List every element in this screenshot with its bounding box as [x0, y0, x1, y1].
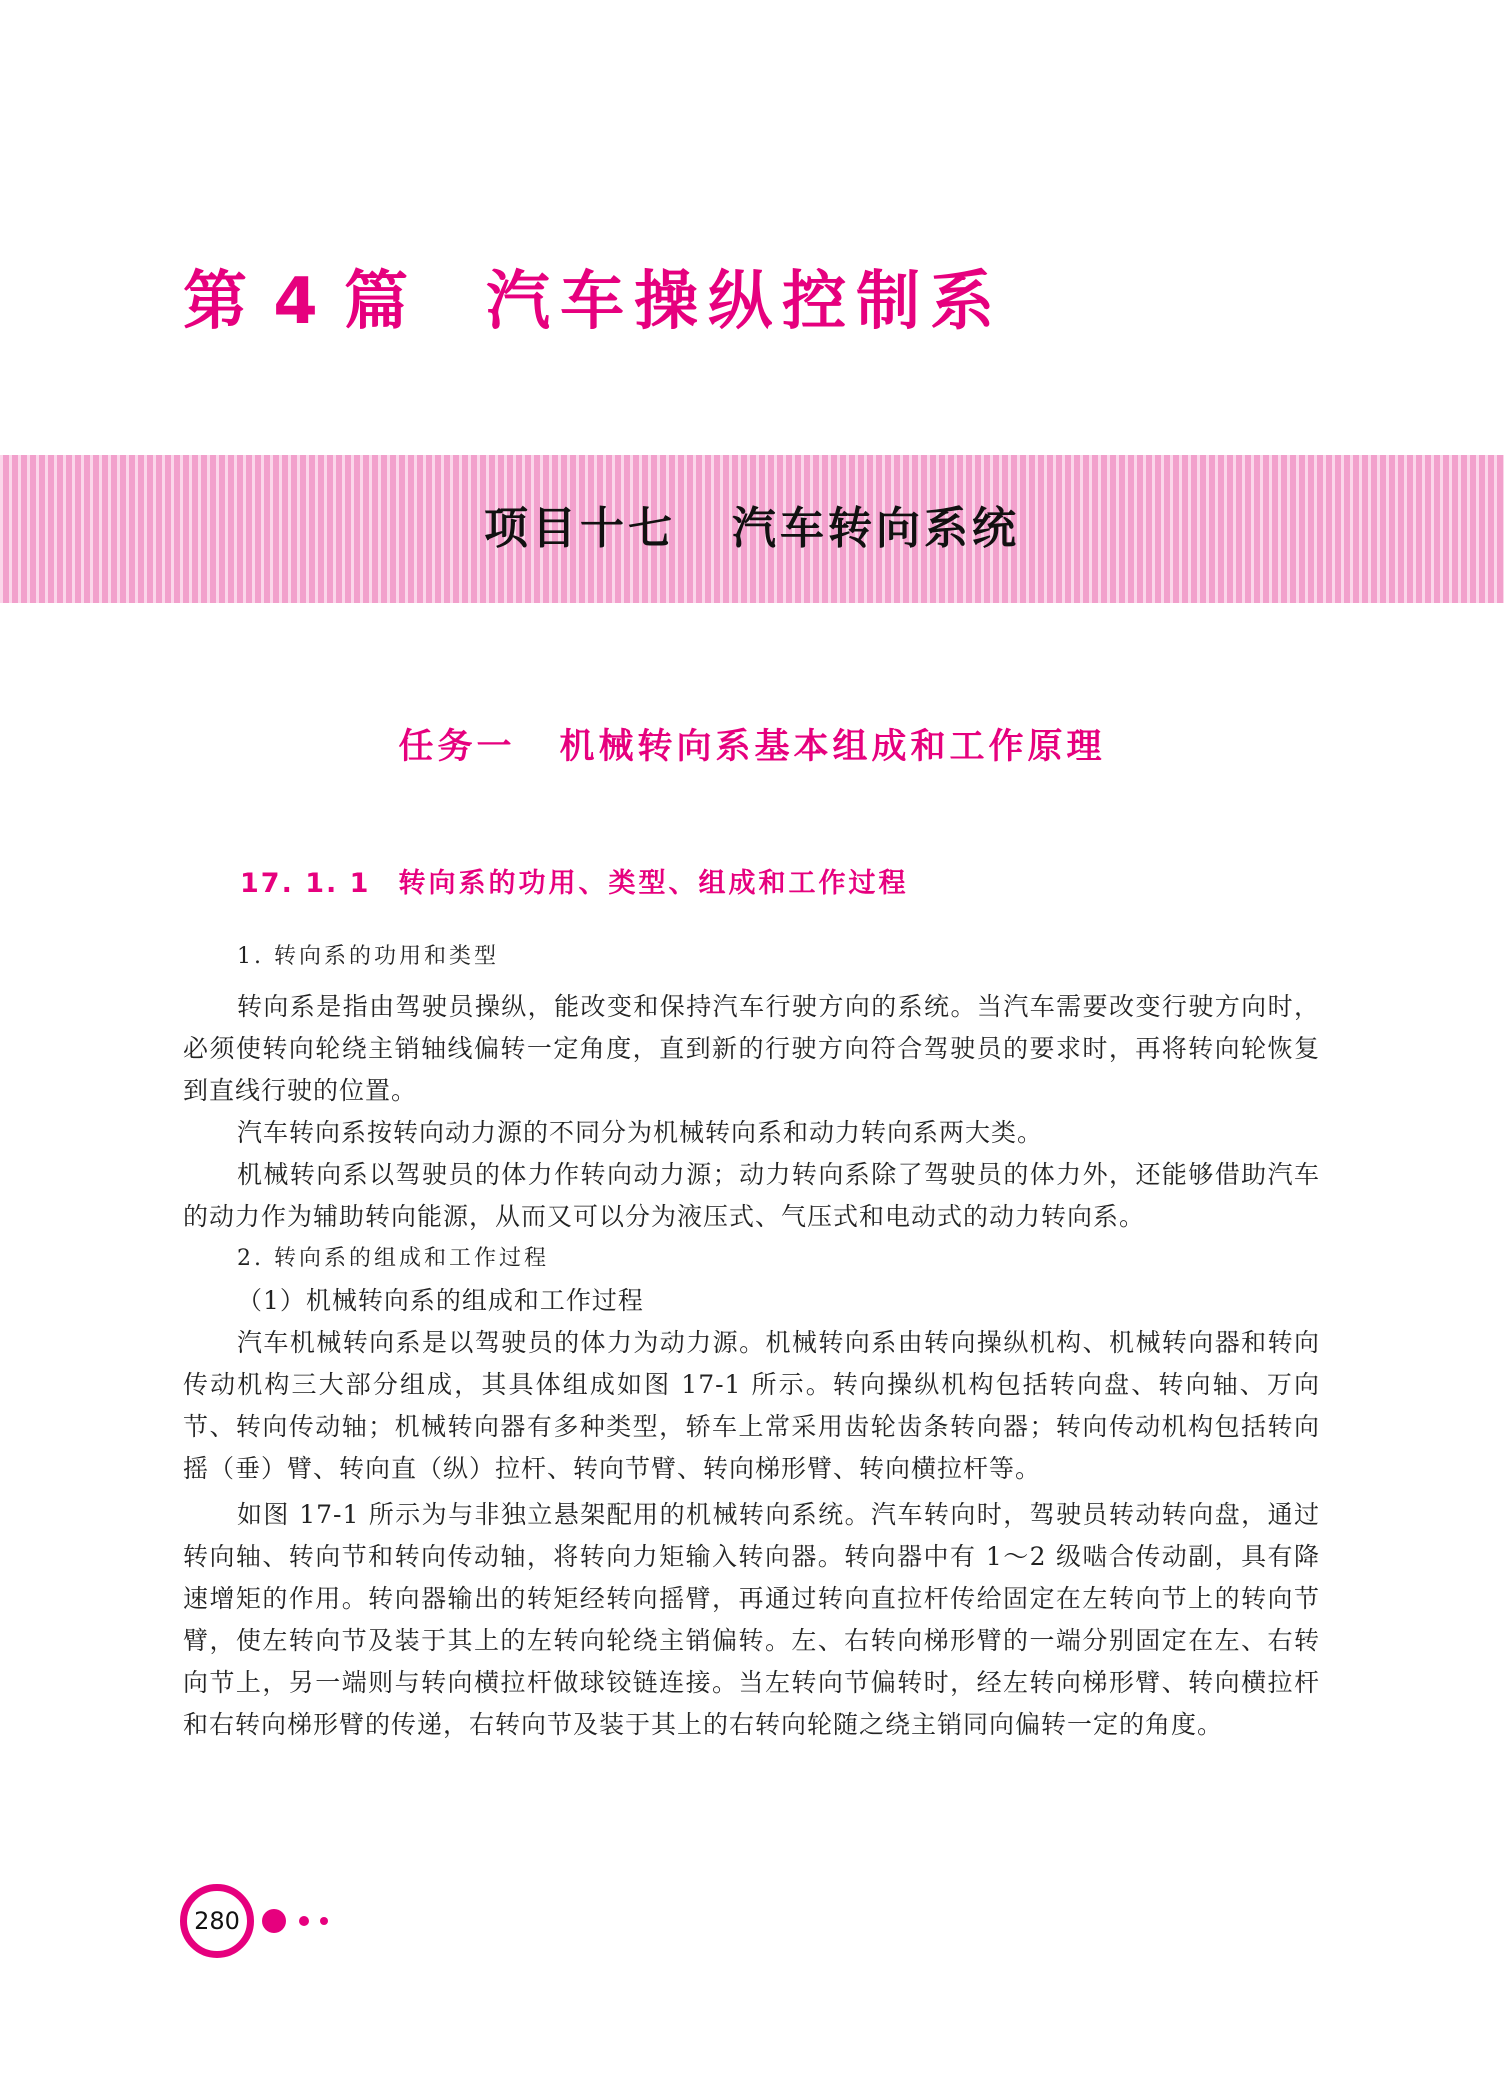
paragraph-1: 转向系是指由驾驶员操纵，能改变和保持汽车行驶方向的系统。当汽车需要改变行驶方向时，必须使转向轮绕主销轴线偏转一定角度，直到新的行驶方向符合驾驶员的要求时，再将转向轮恢复到直线行驶的位置。	[183, 992, 1320, 1105]
section-number: 17. 1. 1	[240, 868, 371, 899]
project-label: 项目十七	[484, 503, 676, 554]
paragraph-2: 汽车转向系按转向动力源的不同分为机械转向系和动力转向系两大类。	[237, 1118, 1044, 1147]
task-title	[0, 722, 1504, 772]
paragraph-4: 汽车机械转向系是以驾驶员的体力为动力源。机械转向系由转向操纵机构、机械转向器和转向传动机构三大部分组成，其具体组成如图 17-1 所示。转向操纵机构包括转向盘、转向轴、万向节、转向传动轴；机械转向器有多种类型，轿车上常采用齿轮齿条转向器；转向传动机构包括转向摇（垂）臂、转向直（纵）拉杆、转向节臂、转向梯形臂、转向横拉杆等。	[183, 1328, 1320, 1483]
decorative-dot-medium	[299, 1916, 309, 1926]
decorative-dot-large	[262, 1909, 286, 1933]
page-marker	[180, 1884, 340, 1964]
part-label: 第 4 篇	[183, 265, 411, 339]
part-title	[183, 262, 1004, 342]
project-banner	[0, 455, 1504, 603]
task-label: 任务一	[398, 726, 516, 767]
subheading-composition: 2. 转向系的组成和工作过程	[237, 1246, 549, 1271]
subheading-mechanical: （1）机械转向系的组成和工作过程	[237, 1286, 644, 1315]
body-text	[183, 938, 1320, 1746]
paragraph-3: 机械转向系以驾驶员的体力作转向动力源；动力转向系除了驾驶员的体力外，还能够借助汽车的动力作为辅助转向能源，从而又可以分为液压式、气压式和电动式的动力转向系。	[183, 1160, 1320, 1231]
task-name: 机械转向系基本组成和工作原理	[559, 726, 1106, 767]
project-title	[0, 455, 1504, 603]
decorative-dot-small	[320, 1917, 328, 1925]
project-name: 汽车转向系统	[732, 503, 1020, 554]
paragraph-5: 如图 17-1 所示为与非独立悬架配用的机械转向系统。汽车转向时，驾驶员转动转向盘，通过转向轴、转向节和转向传动轴，将转向力矩输入转向器。转向器中有 1～2 级啮合传动副，具有降速增矩的作用。转向器输出的转矩经转向摇臂，再通过转向直拉杆传给固定在左转向节上的转向节臂，使左转向节及装于其上的左转向轮绕主销偏转。左、右转向梯形臂的一端分别固定在左、右转向节上，另一端则与转向横拉杆做球铰链连接。当左转向节偏转时，经左转向梯形臂、转向横拉杆和右转向梯形臂的传递，右转向节及装于其上的右转向轮随之绕主销同向偏转一定的角度。	[183, 1500, 1320, 1739]
section-heading-text: 转向系的功用、类型、组成和工作过程	[398, 868, 909, 899]
section-title	[240, 864, 908, 904]
page-number: 280	[194, 1907, 240, 1935]
subheading-function-type: 1. 转向系的功用和类型	[237, 944, 499, 969]
part-name: 汽车操纵控制系	[486, 265, 1005, 339]
